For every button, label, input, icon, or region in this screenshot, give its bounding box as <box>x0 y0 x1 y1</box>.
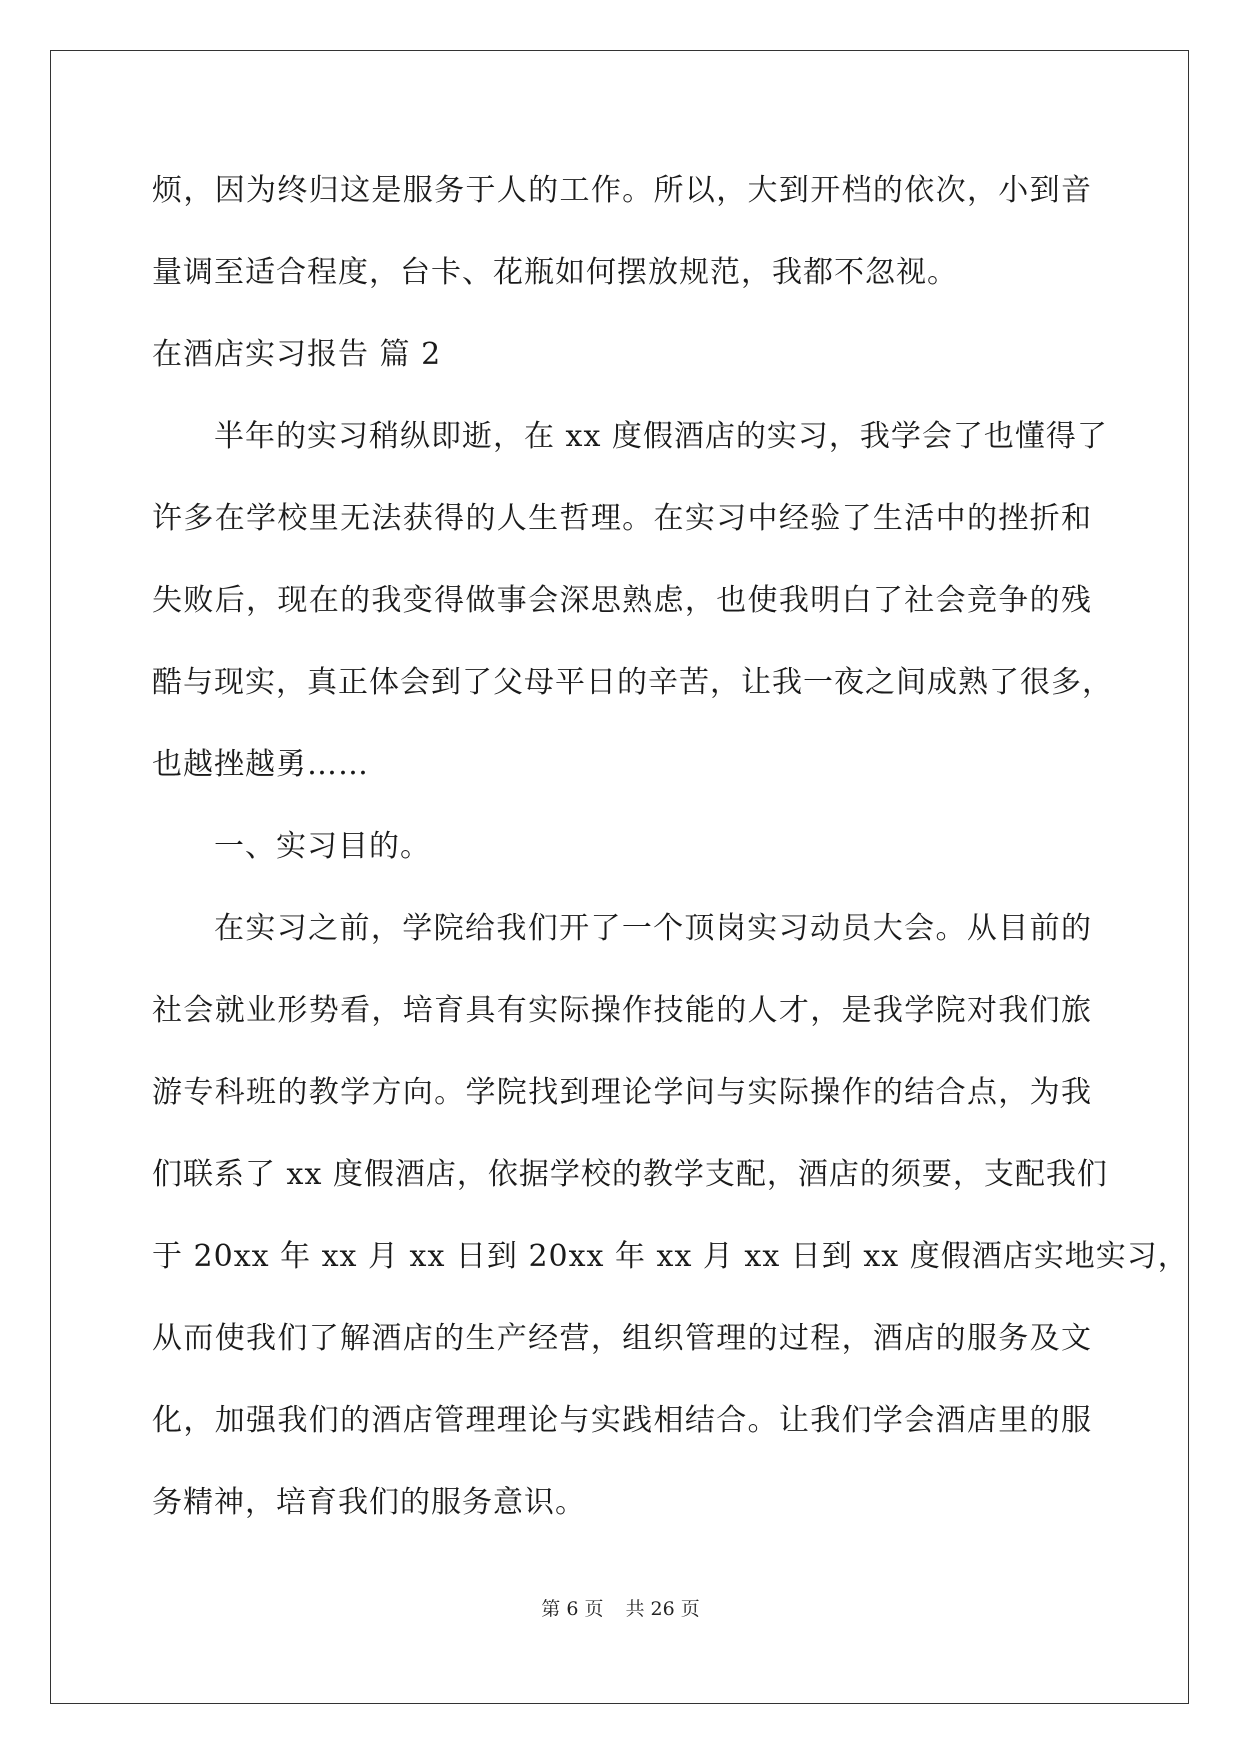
page-total: 共 26 页 <box>625 1598 700 1620</box>
text-line: 于 20xx 年 xx 月 xx 日到 20xx 年 xx 月 xx 日到 xx 度假酒店实地实习， <box>152 1239 1189 1274</box>
text-line: 化，加强我们的酒店管理理论与实践相结合。让我们学会酒店里的服 <box>152 1403 1092 1438</box>
page-footer <box>0 1594 1241 1621</box>
text-line: 也越挫越勇…… <box>152 747 369 782</box>
text-line: 酷与现实，真正体会到了父母平日的辛苦，让我一夜之间成熟了很多， <box>152 665 1113 700</box>
text-line: 从而使我们了解酒店的生产经营，组织管理的过程，酒店的服务及文 <box>152 1321 1092 1356</box>
text-line: 务精神，培育我们的服务意识。 <box>152 1485 586 1520</box>
text-line: 半年的实习稍纵即逝，在 xx 度假酒店的实习，我学会了也懂得了 <box>214 419 1108 454</box>
section-heading: 在酒店实习报告 篇 2 <box>152 337 442 372</box>
page-number: 第 6 页 <box>541 1598 604 1620</box>
text-line: 社会就业形势看，培育具有实际操作技能的人才，是我学院对我们旅 <box>152 993 1092 1028</box>
text-line: 失败后，现在的我变得做事会深思熟虑，也使我明白了社会竞争的残 <box>152 583 1092 618</box>
text-line: 一、实习目的。 <box>214 829 431 864</box>
text-line: 许多在学校里无法获得的人生哲理。在实习中经验了生活中的挫折和 <box>152 501 1092 536</box>
text-line: 们联系了 xx 度假酒店，依据学校的教学支配，酒店的须要，支配我们 <box>152 1157 1108 1192</box>
text-line: 游专科班的教学方向。学院找到理论学问与实际操作的结合点，为我 <box>152 1075 1092 1110</box>
text-line: 量调至适合程度，台卡、花瓶如何摆放规范，我都不忽视。 <box>152 255 958 290</box>
text-line: 烦，因为终归这是服务于人的工作。所以，大到开档的依次，小到音 <box>152 173 1092 208</box>
document-body <box>152 164 1189 1558</box>
text-line: 在实习之前，学院给我们开了一个顶岗实习动员大会。从目前的 <box>214 911 1092 946</box>
